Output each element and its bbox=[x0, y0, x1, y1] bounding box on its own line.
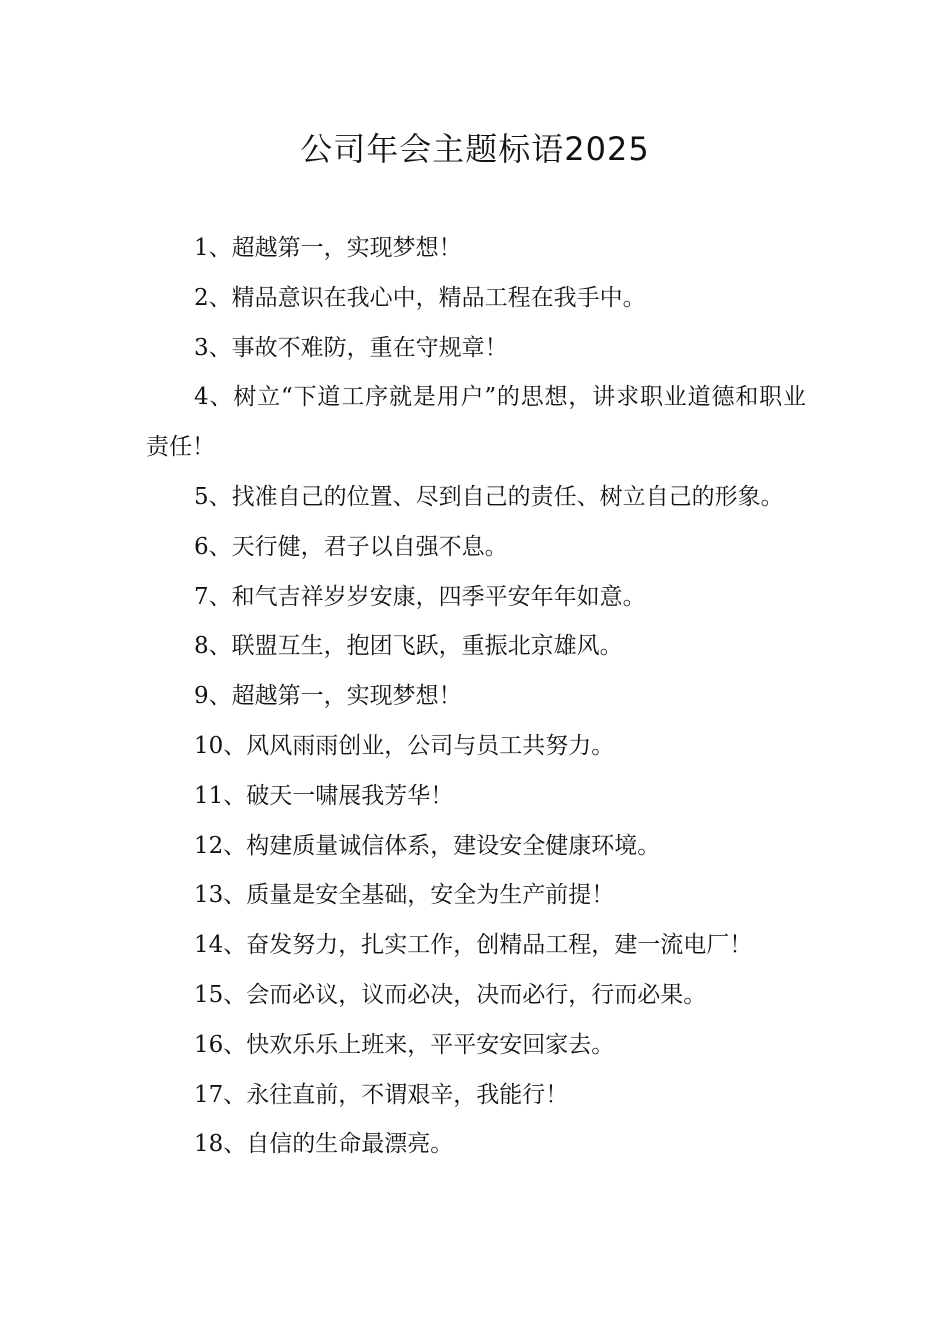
slogan-item: 15、会而必议，议而必决，决而必行，行而必果。 bbox=[194, 981, 707, 1008]
slogan-list bbox=[146, 224, 806, 1170]
slogan-item: 3、事故不难防，重在守规章！ bbox=[194, 334, 508, 361]
slogan-item: 11、破天一啸展我芳华！ bbox=[194, 782, 454, 809]
slogan-item: 4、树立“下道工序就是用户”的思想，讲求职业道德和职业责任！ bbox=[146, 384, 806, 461]
slogan-item: 13、质量是安全基础，安全为生产前提！ bbox=[194, 882, 615, 909]
slogan-item: 14、奋发努力，扎实工作，创精品工程，建一流电厂！ bbox=[194, 932, 753, 959]
slogan-item: 9、超越第一，实现梦想！ bbox=[194, 683, 462, 710]
slogan-item: 18、自信的生命最漂亮。 bbox=[194, 1131, 454, 1158]
slogan-item: 2、精品意识在我心中，精品工程在我手中。 bbox=[194, 284, 646, 311]
slogan-item: 16、快欢乐乐上班来，平平安安回家去。 bbox=[194, 1031, 615, 1058]
slogan-item: 8、联盟互生，抱团飞跃，重振北京雄风。 bbox=[194, 633, 623, 660]
slogan-item: 17、永往直前，不谓艰辛，我能行！ bbox=[194, 1081, 569, 1108]
slogan-item: 5、找准自己的位置、尽到自己的责任、树立自己的形象。 bbox=[194, 483, 784, 510]
slogan-item: 1、超越第一，实现梦想！ bbox=[194, 235, 462, 261]
slogan-item: 10、风风雨雨创业，公司与员工共努力。 bbox=[194, 732, 615, 759]
slogan-item: 12、构建质量诚信体系，建设安全健康环境。 bbox=[194, 832, 661, 859]
slogan-item: 7、和气吉祥岁岁安康，四季平安年年如意。 bbox=[194, 583, 646, 610]
slogan-item: 6、天行健，君子以自强不息。 bbox=[194, 533, 508, 560]
document-title: 公司年会主题标语2025 bbox=[300, 130, 650, 168]
